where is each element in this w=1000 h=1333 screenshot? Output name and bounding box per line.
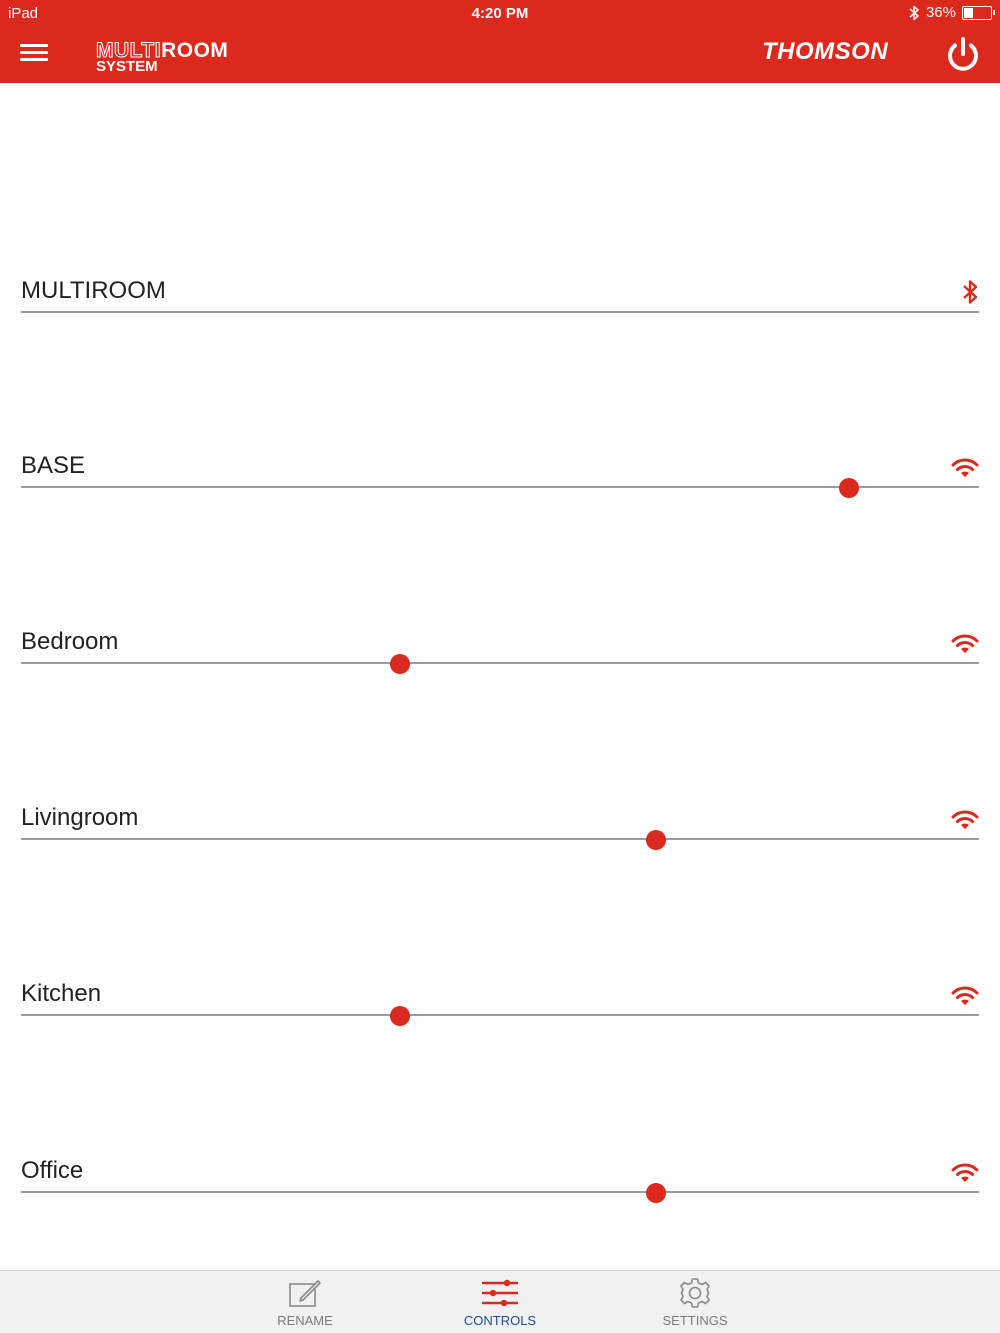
tab-settings[interactable] — [635, 1271, 755, 1333]
volume-knob[interactable] — [646, 1183, 666, 1203]
volume-slider[interactable] — [21, 1014, 979, 1016]
device-row-multiroom[interactable] — [21, 253, 979, 313]
wifi-icon — [951, 810, 979, 830]
device-name: BASE — [21, 452, 86, 479]
status-bar — [0, 0, 1000, 26]
volume-knob[interactable] — [839, 478, 859, 498]
tab-label: SETTINGS — [662, 1313, 728, 1328]
tab-label: RENAME — [277, 1313, 333, 1328]
edit-icon — [287, 1277, 323, 1309]
carrier-label: iPad — [8, 5, 39, 22]
sliders-icon — [480, 1277, 520, 1309]
tab-label: CONTROLS — [463, 1313, 537, 1328]
wifi-icon — [951, 458, 979, 478]
logo-subtitle: SYSTEM — [96, 58, 158, 75]
menu-button[interactable] — [20, 40, 48, 66]
hamburger-icon — [20, 44, 48, 47]
clock: 4:20 PM — [471, 5, 529, 22]
volume-slider[interactable] — [21, 662, 979, 664]
volume-knob[interactable] — [390, 654, 410, 674]
device-name: Bedroom — [21, 628, 119, 655]
volume-slider[interactable] — [21, 486, 979, 488]
tab-controls[interactable] — [440, 1271, 560, 1333]
device-row-bedroom[interactable] — [21, 604, 979, 664]
tab-rename[interactable] — [245, 1271, 365, 1333]
tab-bar — [0, 1270, 1000, 1333]
logo-outline-text: MULTI — [96, 39, 162, 62]
status-right — [908, 4, 992, 21]
bluetooth-icon[interactable] — [961, 279, 979, 305]
device-name: Livingroom — [21, 804, 139, 831]
volume-slider[interactable] — [21, 838, 979, 840]
device-row-livingroom[interactable] — [21, 780, 979, 840]
wifi-icon — [951, 986, 979, 1006]
device-row-base[interactable] — [21, 428, 979, 488]
power-icon — [944, 36, 982, 74]
wifi-icon — [951, 1163, 979, 1183]
app-logo — [96, 40, 228, 74]
device-name: MULTIROOM — [21, 277, 166, 304]
battery-percent: 36% — [925, 4, 956, 21]
power-button[interactable] — [944, 36, 982, 74]
volume-knob[interactable] — [390, 1006, 410, 1026]
device-row-kitchen[interactable] — [21, 956, 979, 1016]
volume-knob[interactable] — [646, 830, 666, 850]
device-name: Office — [21, 1157, 84, 1184]
wifi-icon — [951, 634, 979, 654]
volume-slider[interactable] — [21, 1191, 979, 1193]
app-header — [0, 0, 1000, 83]
divider — [21, 311, 979, 313]
brand-logo: THOMSON — [762, 38, 889, 65]
device-row-office[interactable] — [21, 1133, 979, 1193]
logo-solid-text: ROOM — [161, 39, 229, 62]
bluetooth-status-icon — [908, 5, 920, 21]
gear-icon — [677, 1277, 713, 1309]
battery-icon — [962, 6, 992, 20]
device-name: Kitchen — [21, 980, 102, 1007]
